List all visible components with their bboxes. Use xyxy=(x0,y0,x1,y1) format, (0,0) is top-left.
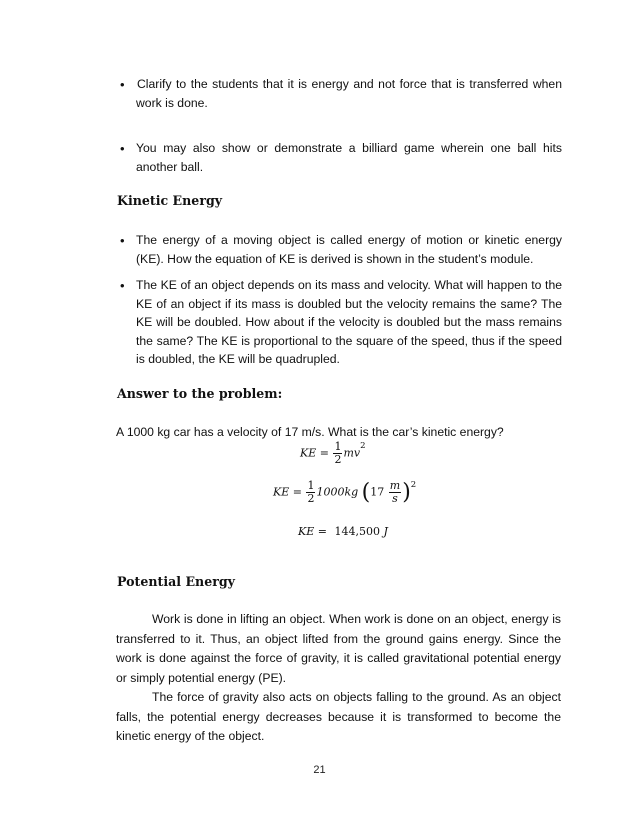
eq2-close-paren: ) xyxy=(402,480,411,505)
answer-heading: Answer to the problem: xyxy=(117,386,283,401)
bullet-marker: • xyxy=(120,233,125,248)
potential-paragraph-1-text: Work is done in lifting an object. When work is done on an object, energy is transferred to it. Thus, an object lifted from the ground gains energy. Since the work is done against the force of gravity, it is called gravitational potential energy or simply potential energy (PE). xyxy=(116,612,561,685)
eq3-value: 144,500 xyxy=(334,525,380,538)
kinetic-energy-heading: Kinetic Energy xyxy=(117,193,223,208)
eq1-denominator: 2 xyxy=(334,453,342,466)
eq1-exponent: 2 xyxy=(360,440,366,451)
potential-paragraph-2-text: The force of gravity also acts on objects falling to the ground. As an object falls, the potential energy decreases because it is transformed to become the kinetic energy of the object. xyxy=(116,690,561,743)
potential-paragraph-2 xyxy=(116,688,561,747)
equation-ke-substitution xyxy=(273,480,416,505)
eq2-exponent: 2 xyxy=(410,479,417,490)
page-number: 21 xyxy=(313,764,326,776)
bullet-marker: • xyxy=(120,278,125,293)
eq2-lhs: KE = xyxy=(273,485,302,499)
eq1-lhs: KE = xyxy=(300,446,329,460)
bullet-billiard-demo: You may also show or demonstrate a billiard game wherein one ball hits another ball. xyxy=(136,141,562,174)
bullet-ke-definition: The energy of a moving object is called energy of motion or kinetic energy (KE). How the equation of KE is derived is shown in the student’s module. xyxy=(136,233,562,266)
eq2-denominator: 2 xyxy=(307,492,315,505)
eq1-rhs: mv xyxy=(343,446,361,460)
eq2-open-paren: ( xyxy=(361,480,371,505)
bullet-ke-mass-velocity: The KE of an object depends on its mass and velocity. What will happen to the KE of an object if its mass is doubled but the velocity remains the same? The KE will be doubled. How about if the velocity is doubled but the mass remains the same? The KE is proportional to the square of the speed, thus if the speed is doubled, the KE will be quadrupled. xyxy=(136,278,562,366)
bullet-marker: • xyxy=(120,77,125,92)
bullet-marker: • xyxy=(120,141,125,156)
eq2-unit-fraction xyxy=(389,480,401,505)
bullet-clarify-energy: Clarify to the students that it is energy and not force that is transferred when work is done. xyxy=(136,77,562,110)
eq2-numerator: 1 xyxy=(307,479,315,492)
potential-energy-heading: Potential Energy xyxy=(117,574,235,589)
equation-ke-formula xyxy=(300,441,366,466)
problem-statement: A 1000 kg car has a velocity of 17 m/s. What is the car’s kinetic energy? xyxy=(116,425,504,439)
eq2-unit-den: s xyxy=(392,492,398,505)
eq2-speed: 17 xyxy=(370,485,385,499)
equation-ke-result xyxy=(298,525,388,538)
eq2-unit-num: m xyxy=(389,479,401,492)
eq3-lhs: KE = xyxy=(298,525,327,538)
eq1-numerator: 1 xyxy=(334,440,342,453)
eq2-fraction xyxy=(306,480,315,505)
eq2-mass: 1000kg xyxy=(316,485,359,499)
eq3-unit: J xyxy=(383,525,388,538)
potential-paragraph-1 xyxy=(116,610,561,688)
eq1-fraction xyxy=(333,441,342,466)
